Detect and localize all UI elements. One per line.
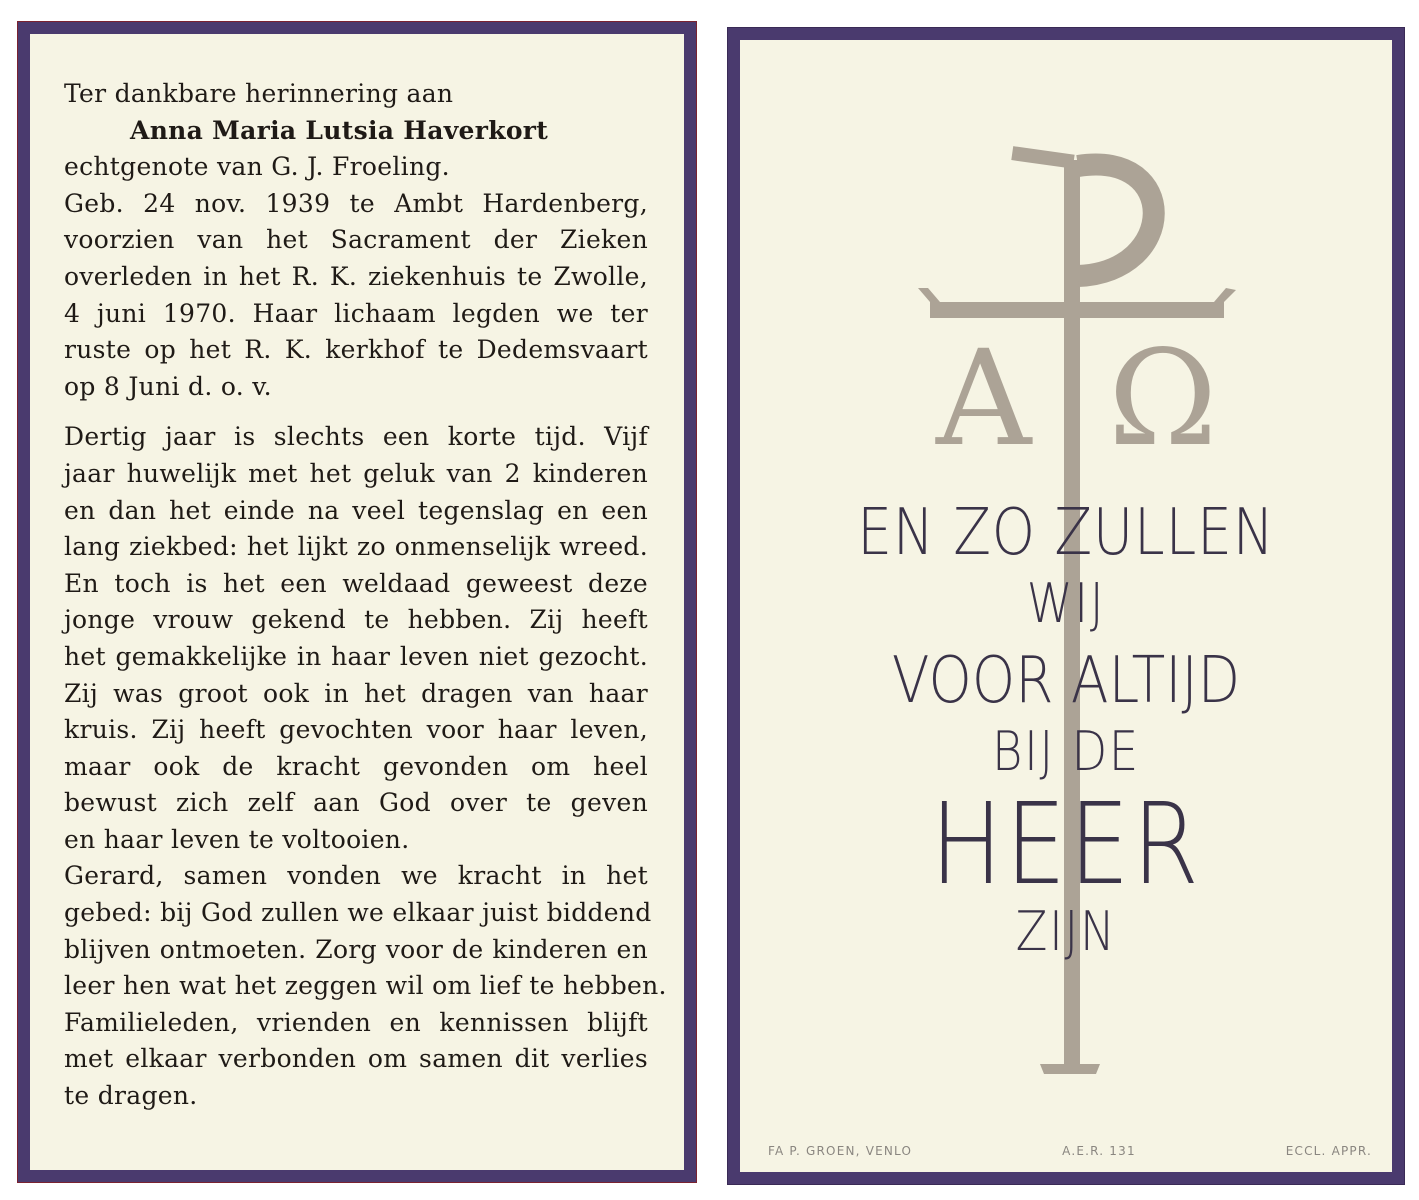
text-line: jaar huwelijk met het geluk van 2 kinderen: [64, 458, 648, 488]
text-line: jonge vrouw gekend te hebben. Zij heeft: [64, 605, 648, 635]
text-line: met elkaar verbonden om samen dit verlies: [64, 1044, 648, 1074]
text-line: het gemakkelijke in haar leven niet gezocht.: [64, 641, 648, 671]
text-line: maar ook de kracht gevonden om heel: [64, 751, 648, 781]
text-line: Familieleden, vrienden en kennissen blijft: [64, 1007, 648, 1037]
text-line: kruis. Zij heeft gevochten voor haar leven,: [64, 715, 648, 745]
inscription-line-2: WIJ: [1026, 572, 1106, 635]
text-line: op 8 Juni d. o. v.: [64, 371, 272, 401]
memorial-text-card: [18, 22, 696, 1182]
text-line: overleden in het R. K. ziekenhuis te Zwolle,: [64, 261, 648, 291]
inscription-heer: HEER: [930, 780, 1202, 910]
memorial-text: [64, 76, 667, 1115]
text-line: ruste op het R. K. kerkhof te Dedemsvaart: [64, 335, 648, 365]
inscription-line-1: EN ZO ZULLEN: [857, 496, 1275, 570]
cross-foot: [1040, 1064, 1100, 1074]
text-line: En toch is het een weldaad geweest deze: [64, 568, 648, 598]
deceased-name: Anna Maria Lutsia Haverkort: [130, 115, 549, 145]
printer-name: FA P. GROEN, VENLO: [768, 1144, 913, 1158]
intro-line: Ter dankbare herinnering aan: [64, 79, 454, 108]
text-line: en haar leven te voltooien.: [64, 824, 410, 854]
text-line: leer hen wat het zeggen wil om lief te hebben.: [64, 971, 667, 1001]
text-line: voorzien van het Sacrament der Zieken: [64, 225, 648, 255]
text-line: te dragen.: [64, 1081, 198, 1111]
printer-footer: [768, 1144, 1372, 1158]
text-line: blijven ontmoeten. Zorg voor de kinderen en: [64, 934, 648, 964]
inscription-line-6: ZIJN: [1015, 900, 1117, 963]
text-line: Gerard, samen vonden we kracht in het: [64, 861, 648, 891]
text-line: 4 juni 1970. Haar lichaam legden we ter: [64, 298, 648, 328]
text-line: bewust zich zelf aan God over te geven: [64, 788, 648, 818]
spouse-line: echtgenote van G. J. Froeling.: [64, 152, 450, 182]
text-line: en dan het einde na veel tegenslag en een: [64, 495, 648, 525]
approval-mark: ECCL. APPR.: [1285, 1144, 1372, 1158]
print-code: A.E.R. 131: [1062, 1144, 1136, 1158]
alpha-letter: A: [936, 322, 1032, 476]
omega-letter: Ω: [1108, 322, 1218, 476]
inscription-line-4: BIJ DE: [991, 720, 1140, 783]
rho-bowl: [1078, 165, 1154, 276]
text-line: Dertig jaar is slechts een korte tijd. Vijf: [64, 422, 648, 452]
text-line: gebed: bij God zullen we elkaar juist biddend: [64, 898, 652, 928]
text-line: Zij was groot ook in het dragen van haar: [64, 678, 648, 708]
cross-top-serif: [1011, 146, 1074, 168]
inscription-line-3: VOOR ALTIJD: [891, 644, 1241, 718]
text-line: Geb. 24 nov. 1939 te Ambt Hardenberg,: [64, 188, 648, 218]
text-line: lang ziekbed: het lijkt zo onmenselijk wreed.: [64, 532, 648, 562]
emblem-card: [728, 28, 1404, 1184]
cross-bar: [930, 302, 1224, 318]
